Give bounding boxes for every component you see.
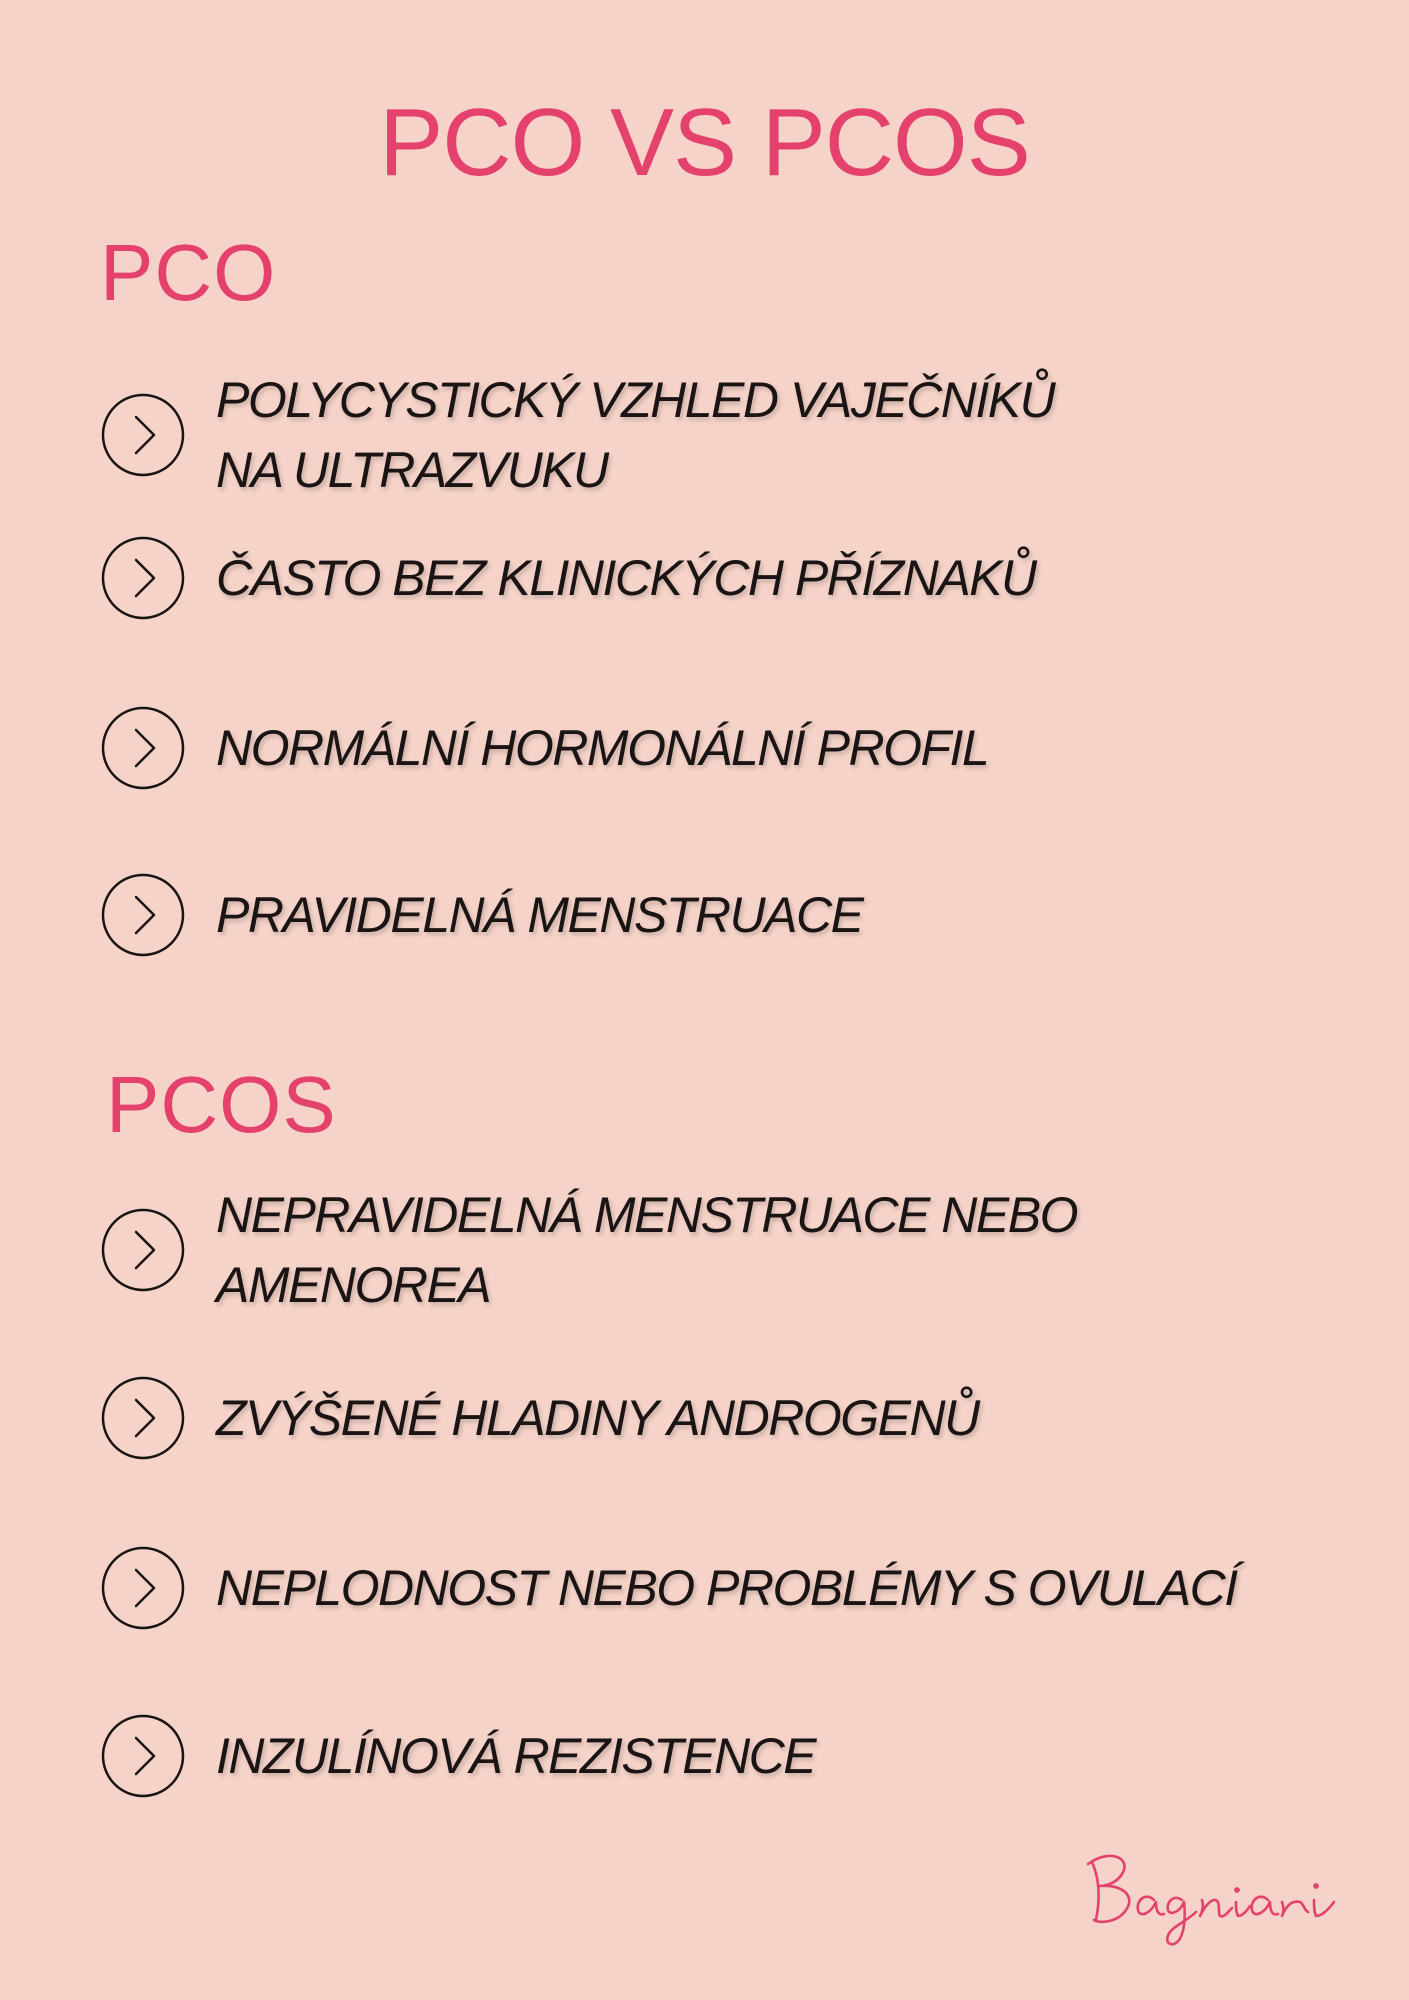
chevron-right-circle-icon	[100, 392, 186, 478]
list-item-text	[216, 1721, 815, 1791]
list-item-text	[216, 713, 988, 783]
list-item-text	[216, 1383, 979, 1453]
list-item-line: INZULÍNOVÁ REZISTENCE	[216, 1728, 816, 1784]
signature-logo	[1070, 1840, 1350, 1950]
chevron-right-circle-icon	[100, 705, 186, 791]
list-item	[100, 1180, 1077, 1320]
list-item	[100, 1545, 1237, 1631]
list-item-line: ČASTO BEZ KLINICKÝCH PŘÍZNAKŮ	[216, 550, 1036, 606]
list-item	[100, 365, 1054, 505]
chevron-right-circle-icon	[100, 872, 186, 958]
list-item	[100, 705, 988, 791]
list-item	[100, 1375, 979, 1461]
list-item-line: NEPLODNOST NEBO PROBLÉMY S OVULACÍ	[216, 1560, 1237, 1616]
list-item	[100, 872, 862, 958]
chevron-right-circle-icon	[100, 535, 186, 621]
list-item-line: ZVÝŠENÉ HLADINY ANDROGENŮ	[216, 1390, 979, 1446]
list-item-text	[216, 365, 1054, 505]
list-item-text	[216, 1553, 1237, 1623]
list-item	[100, 535, 1036, 621]
section-heading-pco: PCO	[100, 228, 277, 317]
chevron-right-circle-icon	[100, 1545, 186, 1631]
chevron-right-circle-icon	[100, 1713, 186, 1799]
list-item-line: NORMÁLNÍ HORMONÁLNÍ PROFIL	[216, 720, 989, 776]
chevron-right-circle-icon	[100, 1207, 186, 1293]
section-heading-pcos: PCOS	[106, 1060, 337, 1149]
list-item-text	[216, 543, 1036, 613]
list-item-text	[216, 1180, 1077, 1320]
chevron-right-circle-icon	[100, 1375, 186, 1461]
list-item-text	[216, 880, 862, 950]
list-item-line: POLYCYSTICKÝ VZHLED VAJEČNÍKŮ	[216, 372, 1055, 428]
list-item-line: NEPRAVIDELNÁ MENSTRUACE NEBO	[216, 1187, 1077, 1243]
list-item	[100, 1713, 815, 1799]
list-item-line: NA ULTRAZVUKU	[216, 442, 608, 498]
list-item-line: PRAVIDELNÁ MENSTRUACE	[216, 887, 863, 943]
list-item-line: AMENOREA	[216, 1257, 491, 1313]
page-title: PCO VS PCOS	[379, 89, 1030, 196]
